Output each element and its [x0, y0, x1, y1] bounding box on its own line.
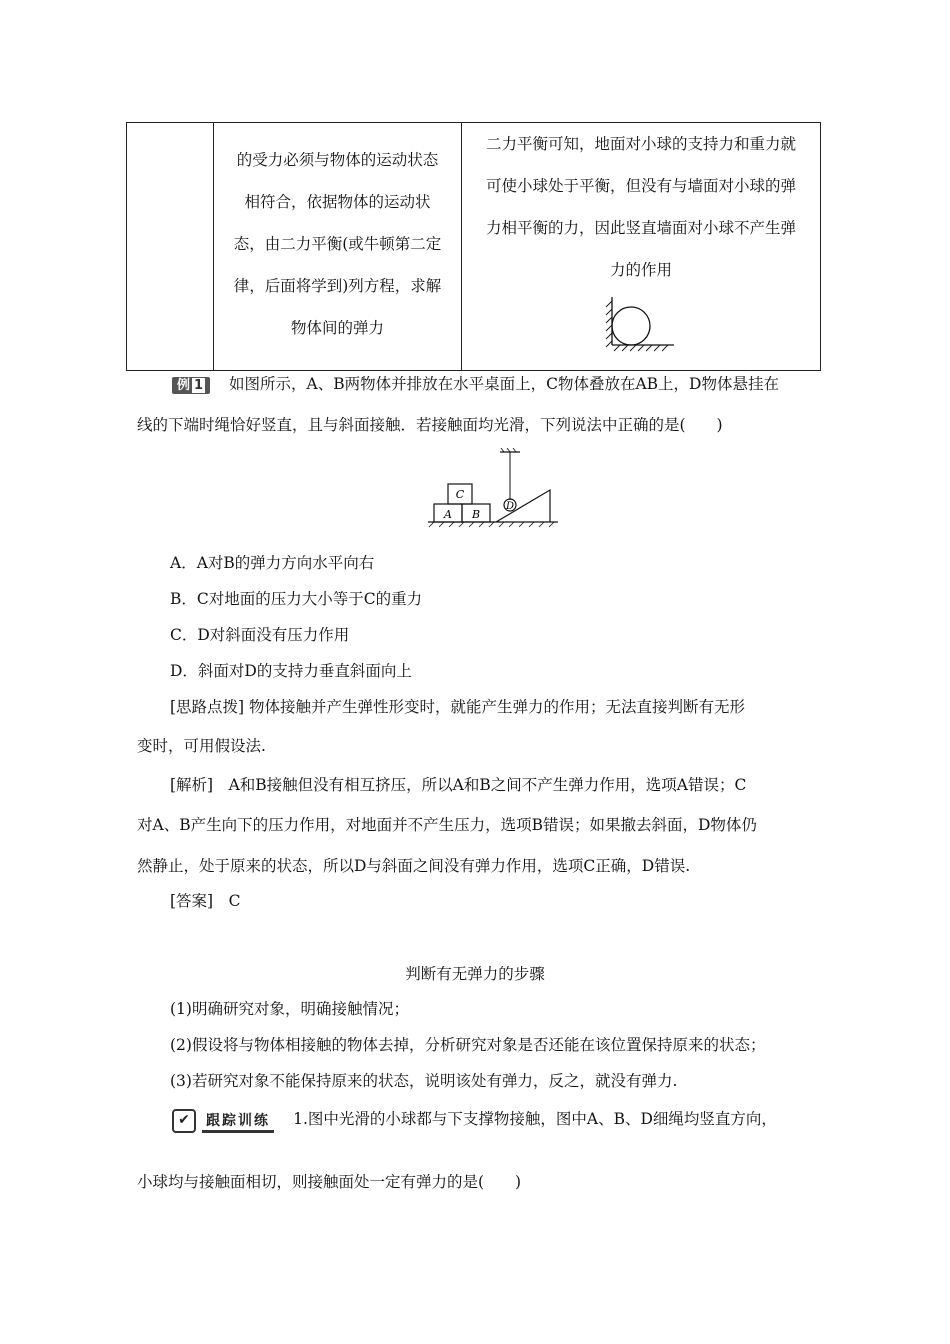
steps-title: 判断有无弹力的步骤: [405, 965, 545, 983]
check-icon: ✔: [172, 1109, 196, 1133]
table-cell-example: [462, 123, 821, 371]
step-item: (2)假设将与物体相接触的物体去掉，分析研究对象是否还能在该位置保持原来的状态；: [170, 1036, 766, 1054]
example-line: 力相平衡的力，因此竖直墙面对小球不产生弹: [485, 219, 796, 237]
step-item: (1)明确研究对象，明确接触情况；: [170, 1000, 409, 1018]
training-line-1: ✔ 跟踪训练 1.图中光滑的小球都与下支撑物接触，图中A、B、D细绳均竖直方向，: [172, 1108, 777, 1133]
label-a: A: [444, 508, 452, 521]
training-badge: ✔ 跟踪训练: [172, 1109, 274, 1133]
example-line-1: 例 1 如图所示，A、B两物体并排放在水平桌面上，C物体叠放在AB上，D物体悬挂在: [172, 373, 779, 395]
ball-wall-figure: [602, 293, 682, 355]
analysis-line-3: 然静止，处于原来的状态，所以D与斜面之间没有弹力作用，选项C正确，D错误.: [137, 857, 691, 875]
option-a: A．A对B的弹力方向水平向右: [170, 554, 375, 572]
method-line: 的受力必须与物体的运动状态: [236, 151, 439, 169]
example-line: 力的作用: [609, 261, 672, 279]
method-line: 物体间的弹力: [290, 319, 384, 337]
method-line: 律，后面将学到)列方程，求解: [233, 277, 442, 295]
table-cell-method: [214, 123, 462, 371]
label-b: B: [471, 508, 481, 521]
option-d: D．斜面对D的支持力垂直斜面向上: [170, 662, 412, 680]
blocks-incline-figure: [424, 448, 564, 528]
hint-line-1: [思路点拨] 物体接触并产生弹性形变时，就能产生弹力的作用；无法直接判断有无形: [170, 698, 746, 716]
analysis-line-2: 对A、B产生向下的压力作用，对地面并不产生压力，选项B错误；如果撤去斜面，D物体仍: [137, 816, 757, 834]
answer: [答案] C: [170, 892, 241, 910]
example-line-2: 线的下端时绳恰好竖直，且与斜面接触．若接触面均光滑，下列说法中正确的是( ): [137, 416, 723, 434]
comparison-table: [126, 122, 821, 371]
example-line: 可使小球处于平衡，但没有与墙面对小球的弹: [485, 177, 796, 195]
method-line: 相符合，依据物体的运动状: [244, 193, 431, 211]
label-c: C: [455, 488, 465, 501]
label-d: D: [505, 501, 515, 512]
analysis-line-1: [解析] A和B接触但没有相互挤压，所以A和B之间不产生弹力作用，选项A错误；C: [170, 776, 747, 794]
step-item: (3)若研究对象不能保持原来的状态，说明该处有弹力，反之，就没有弹力.: [170, 1072, 678, 1090]
training-line-2: 小球均与接触面相切，则接触面处一定有弹力的是( ): [137, 1173, 522, 1191]
option-c: C．D对斜面没有压力作用: [170, 626, 350, 644]
table-cell-left: [127, 123, 214, 371]
hint-line-2: 变时，可用假设法.: [137, 737, 266, 755]
method-line: 态，由二力平衡(或牛顿第二定: [233, 235, 442, 253]
example-line: 二力平衡可知，地面对小球的支持力和重力就: [485, 135, 796, 153]
example-tag: 例 1: [172, 377, 210, 394]
option-b: B．C对地面的压力大小等于C的重力: [170, 590, 423, 608]
